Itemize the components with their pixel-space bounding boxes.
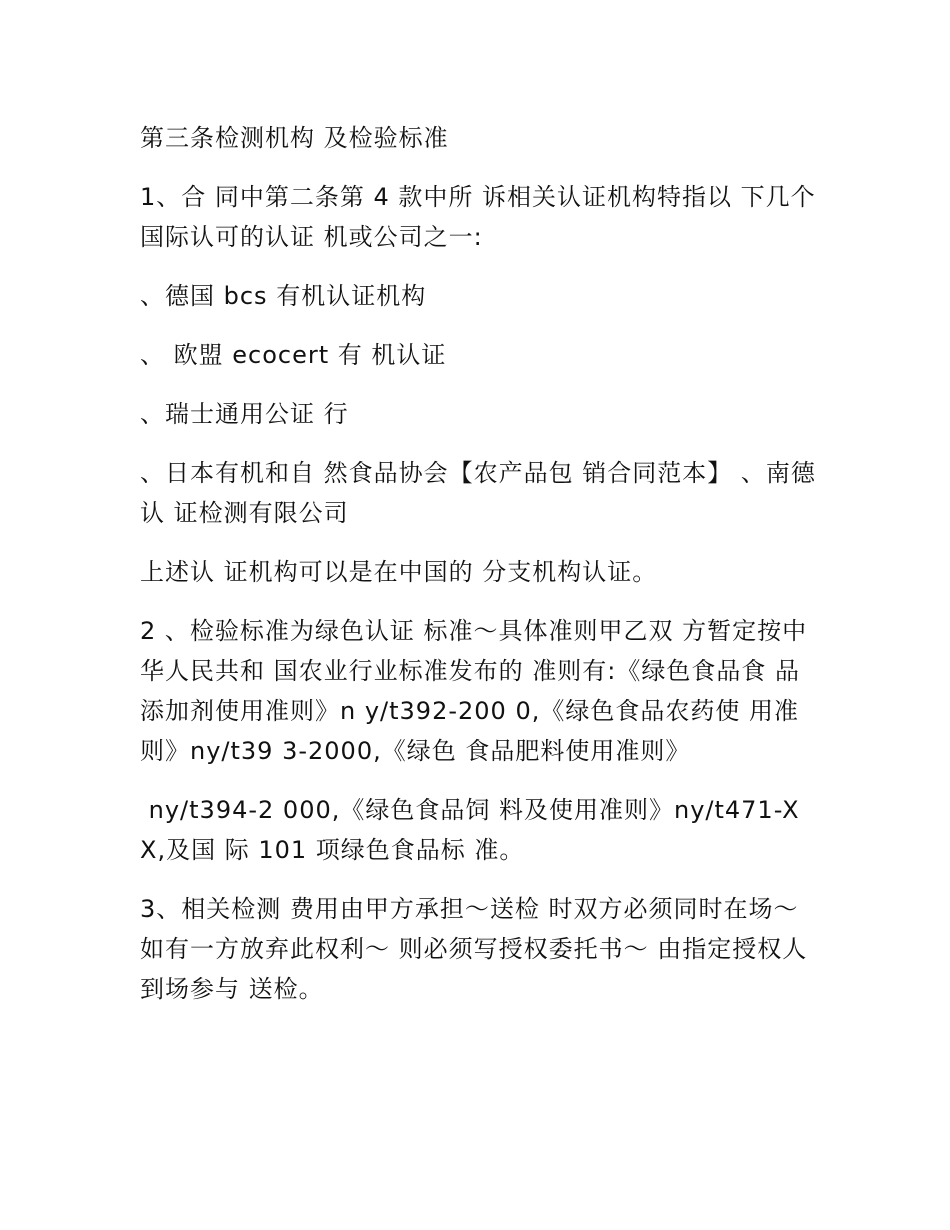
- list-item-bcs: 、德国 bcs 有机认证机构: [140, 282, 427, 310]
- document-body: [140, 118, 820, 1028]
- paragraph-branch: 上述认 证机构可以是在中国的 分支机构认证。: [140, 558, 658, 586]
- list-item-japan-tuv: 、日本有机和自 然食品协会【农产品包 销合同范本】 、南德认 证检测有限公司: [140, 459, 816, 527]
- paragraph-2-continued: ny/t394-2 000,《绿色食品饲 料及使用准则》ny/t471-XX,及国 际 101 项绿色食品标 准。: [140, 796, 800, 864]
- list-item-ecocert: 、 欧盟 ecocert 有 机认证: [140, 341, 447, 369]
- list-item-sgs: 、瑞士通用公证 行: [140, 400, 349, 428]
- section-heading: 第三条检测机构 及检验标准: [140, 124, 449, 152]
- paragraph-1: 1、合 同中第二条第 4 款中所 诉相关认证机构特指以 下几个国际认可的认证 机或公司之一:: [140, 183, 816, 251]
- paragraph-2: 2 、检验标准为绿色认证 标准～具体准则甲乙双 方暂定按中华人民共和 国农业行业标准发布的 准则有:《绿色食品食 品添加剂使用准则》n y/t392-200 0,《绿色食品农药使 用准则》ny/t39 3-2000,《绿色 食品肥料使用准则》: [140, 617, 808, 765]
- paragraph-3: 3、相关检测 费用由甲方承担～送检 时双方必须同时在场～ 如有一方放弃此权利～ 则必须写授权委托书～ 由指定授权人到场参与 送检。: [140, 895, 808, 1003]
